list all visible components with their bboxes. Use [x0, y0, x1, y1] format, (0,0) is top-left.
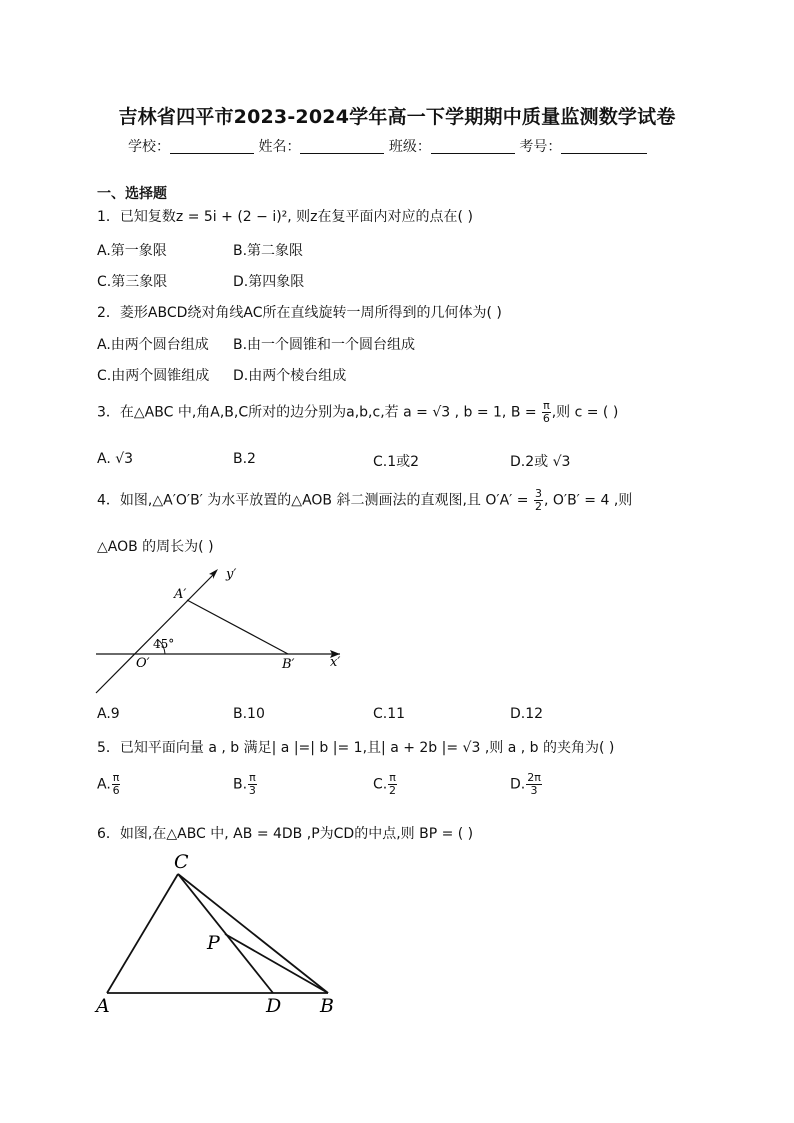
- point-p-label: P: [207, 932, 220, 954]
- q3-fraction: [542, 400, 551, 425]
- q5-option-b[interactable]: [233, 772, 258, 797]
- question-1-stem: 1．已知复数z = 5i + (2 − i)², 则z在复平面内对应的点在( ): [97, 209, 473, 225]
- page-title: 吉林省四平市2023-2024学年高一下学期期中质量监测数学试卷: [118, 106, 676, 128]
- segment-a-c: [107, 874, 178, 993]
- q5-b-num: π: [249, 771, 256, 784]
- q4-frac-num: 3: [534, 487, 542, 500]
- question-4-stem-line2: △AOB 的周长为( ): [97, 539, 214, 555]
- q5-option-d-frac: [526, 772, 542, 797]
- question-4-stem: [97, 488, 632, 513]
- q2-option-a[interactable]: A.由两个圆台组成: [97, 337, 209, 353]
- q5-option-b-prefix: B.: [233, 776, 248, 793]
- q1-option-c[interactable]: C.第三象限: [97, 274, 168, 290]
- point-o-label: O′: [136, 656, 150, 671]
- q1-option-b[interactable]: B.第二象限: [233, 243, 304, 259]
- q5-option-b-frac: [248, 772, 257, 797]
- segment-p-b: [225, 934, 328, 993]
- q5-option-a-frac: [112, 772, 121, 797]
- q5-c-den: 2: [389, 784, 397, 797]
- exam-no-blank[interactable]: [561, 139, 647, 154]
- segment-a-b: [187, 600, 288, 654]
- q3-option-b[interactable]: B.2: [233, 451, 256, 467]
- point-d-label: D: [266, 995, 282, 1017]
- point-c-label: C: [174, 851, 189, 873]
- q3-stem-part-b: ,则 c = ( ): [551, 404, 619, 421]
- name-blank[interactable]: [300, 139, 384, 154]
- x-axis-label: x′: [330, 655, 341, 670]
- q5-option-d-prefix: D.: [510, 776, 526, 793]
- q4-stem-part-a: 4．如图,△A′O′B′ 为水平放置的△AOB 斜二测画法的直观图,且 O′A′ =: [97, 492, 533, 509]
- q4-frac-den: 2: [534, 500, 542, 513]
- q6-triangle-figure: [94, 846, 344, 1018]
- q4-stem-part-b: , O′B′ = 4 ,则: [543, 492, 633, 509]
- q5-d-num: 2π: [527, 771, 541, 784]
- school-blank[interactable]: [170, 139, 254, 154]
- q5-option-a[interactable]: [97, 772, 121, 797]
- angle-label: 45°: [153, 637, 175, 651]
- q5-c-num: π: [389, 771, 396, 784]
- question-6-stem: 6．如图,在△ABC 中, AB = 4DB ,P为CD的中点,则 BP = ( ): [97, 826, 474, 842]
- q1-option-d[interactable]: D.第四象限: [233, 274, 305, 290]
- q3-frac-num: π: [543, 399, 550, 412]
- q1-option-a[interactable]: A.第一象限: [97, 243, 167, 259]
- q3-option-c[interactable]: C.1或2: [373, 454, 420, 470]
- class-label: 班级：: [388, 139, 431, 155]
- section-heading: 一、选择题: [97, 186, 167, 202]
- q4-option-c[interactable]: C.11: [373, 706, 406, 722]
- q5-option-c[interactable]: [373, 772, 398, 797]
- q5-option-a-prefix: A.: [97, 776, 111, 793]
- point-b-label: B′: [282, 657, 295, 672]
- q2-option-d[interactable]: D.由两个棱台组成: [233, 368, 347, 384]
- q3-option-a[interactable]: A. √3: [97, 451, 134, 467]
- q2-option-c[interactable]: C.由两个圆锥组成: [97, 368, 210, 384]
- name-label: 姓名：: [258, 139, 301, 155]
- q5-a-den: 6: [112, 784, 120, 797]
- point-b-label: B: [320, 995, 334, 1017]
- q4-option-a[interactable]: A.9: [97, 706, 120, 722]
- point-a-label: A′: [174, 587, 187, 602]
- q5-b-den: 3: [248, 784, 256, 797]
- q3-option-d[interactable]: D.2或 √3: [510, 454, 571, 470]
- class-blank[interactable]: [431, 139, 515, 154]
- q4-oblique-figure: [94, 560, 344, 700]
- q4-option-b[interactable]: B.10: [233, 706, 265, 722]
- q3-stem-part-a: 3．在△ABC 中,角A,B,C所对的边分别为a,b,c,若 a = √3 , b = 1, B =: [97, 404, 542, 421]
- q5-option-c-frac: [388, 772, 397, 797]
- q5-option-c-prefix: C.: [373, 776, 388, 793]
- question-2-stem: 2．菱形ABCD绕对角线AC所在直线旋转一周所得到的几何体为( ): [97, 305, 502, 321]
- y-axis-line: [96, 574, 214, 693]
- question-3-stem: [97, 400, 618, 425]
- segment-c-b: [178, 874, 328, 993]
- y-axis-label: y′: [226, 567, 237, 582]
- q5-a-num: π: [112, 771, 120, 784]
- q4-fraction: [534, 488, 543, 513]
- question-5-stem: 5．已知平面向量 a , b 满足| a |=| b |= 1,且| a + 2b |= √3 ,则 a , b 的夹角为( ): [97, 740, 615, 756]
- q3-frac-den: 6: [542, 412, 550, 425]
- exam-no-label: 考号：: [519, 139, 562, 155]
- point-a-label: A: [96, 995, 110, 1017]
- q4-option-d[interactable]: D.12: [510, 706, 544, 722]
- q5-option-d[interactable]: [510, 772, 543, 797]
- school-label: 学校：: [128, 139, 170, 155]
- q2-option-b[interactable]: B.由一个圆锥和一个圆台组成: [233, 337, 416, 353]
- q5-d-den: 3: [530, 784, 538, 797]
- student-info-line: [128, 136, 647, 156]
